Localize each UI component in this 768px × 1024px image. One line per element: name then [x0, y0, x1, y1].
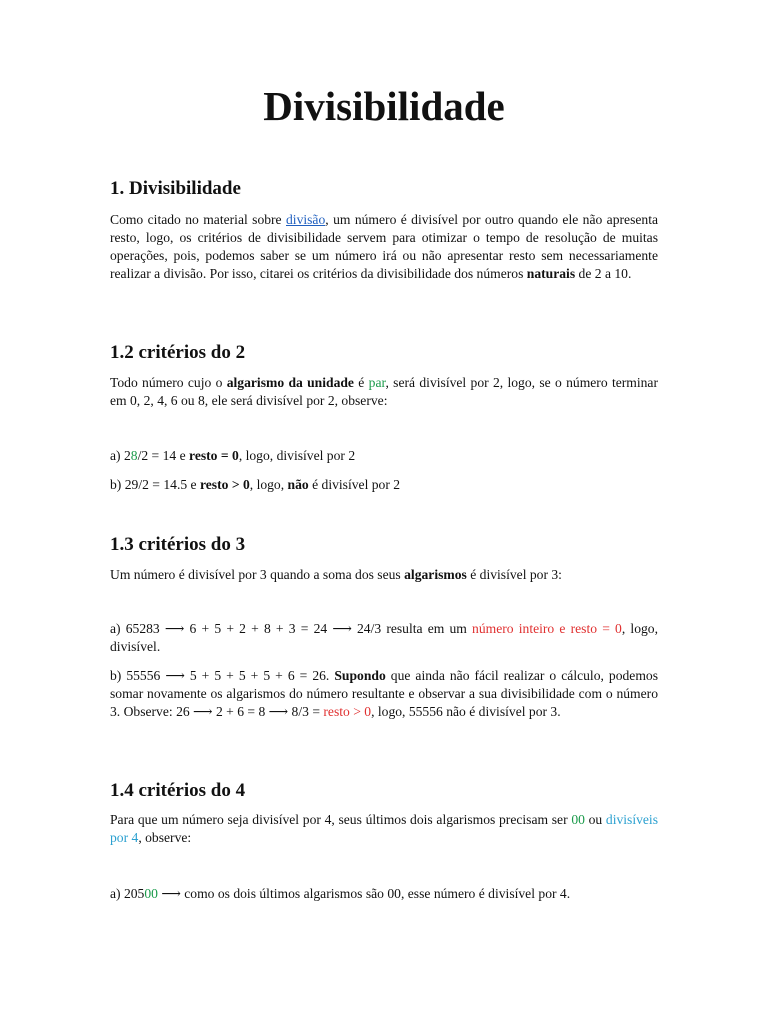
- text: , será divisível por 2, logo, se o número terminar em 0, 2, 4, 6 ou 8, ele será divisível por 2, observe:: [110, 375, 658, 408]
- text: que ainda não fácil realizar o cálculo, podemos somar novamente os algarismos do número resultante e observar a sua divisibilidade com o número 3. Observe: 26 ⟶ 2 + 6 = 8 ⟶ 8/3 =: [110, 668, 658, 719]
- text: Para que um número seja divisível por 4, seus últimos dois algarismos precisam ser: [110, 812, 572, 827]
- section-heading-criterios-2: 1.2 critérios do 2: [110, 342, 246, 363]
- section-heading-criterios-4: 1.4 critérios do 4: [110, 780, 246, 801]
- paragraph-criterios-3: [110, 566, 658, 584]
- highlight-red: número inteiro e resto = 0: [472, 621, 622, 636]
- example-b-3: [110, 667, 658, 721]
- example-b-2: [110, 476, 658, 494]
- text: Como citado no material sobre: [110, 212, 286, 227]
- highlight-red: resto > 0: [323, 704, 372, 719]
- text: ou: [584, 812, 606, 827]
- bold-text: resto > 0: [199, 477, 250, 492]
- document-title: Divisibilidade: [263, 83, 505, 129]
- text: a) 205: [110, 886, 145, 901]
- text: a) 2: [110, 448, 131, 463]
- bold-text: Supondo: [334, 668, 386, 683]
- highlight-green: 8: [130, 448, 138, 463]
- text: , logo, divisível por 2: [238, 448, 356, 463]
- paragraph-intro: [110, 211, 658, 283]
- text: é divisível por 2: [308, 477, 401, 492]
- highlight-green: par: [368, 375, 386, 390]
- example-a-3: [110, 620, 658, 656]
- highlight-cyan: divisíveis por 4: [110, 812, 659, 845]
- text: de 2 a 10.: [575, 266, 632, 281]
- divisao-link[interactable]: divisão: [286, 212, 326, 227]
- bold-text: não: [287, 477, 309, 492]
- text: , um número é divisível por outro quando ele não apresenta resto, logo, os critérios de divisibilidade servem para otimizar o tempo de resolução de muitas operações, pois, podemos saber se um número irá ou não apresentar resto sem necessariamente realizar a divisão. Por isso, citarei os critérios da divisibilidade dos números: [110, 212, 658, 281]
- text: ⟶ como os dois últimos algarismos são 00, esse número é divisível por 4.: [157, 886, 571, 901]
- bold-text: algarismos: [404, 567, 467, 582]
- section-heading-divisibilidade: 1. Divisibilidade: [110, 178, 241, 199]
- bold-text: algarismo da unidade: [226, 375, 354, 390]
- text: é: [353, 375, 369, 390]
- text: Um número é divisível por 3 quando a soma dos seus: [110, 567, 405, 582]
- text: , logo,: [249, 477, 288, 492]
- text: b) 55556 ⟶ 5 + 5 + 5 + 5 + 6 = 26.: [110, 668, 335, 683]
- highlight-green: 00: [571, 812, 585, 827]
- section-heading-criterios-3: 1.3 critérios do 3: [110, 534, 246, 555]
- highlight-green: 00: [144, 886, 158, 901]
- example-a-4: [110, 885, 658, 903]
- text: b) 29/2 = 14.5 e: [110, 477, 200, 492]
- bold-text: naturais: [526, 266, 576, 281]
- paragraph-criterios-4: [110, 811, 658, 847]
- text: /2 = 14 e: [137, 448, 190, 463]
- example-a-2: [110, 447, 658, 465]
- text: a) 65283 ⟶ 6 + 5 + 2 + 8 + 3 = 24 ⟶ 24/3 resulta em um: [110, 621, 473, 636]
- text: , observe:: [138, 830, 192, 845]
- text: , logo, 55556 não é divisível por 3.: [371, 704, 561, 719]
- paragraph-criterios-2: [110, 374, 658, 410]
- text: é divisível por 3:: [466, 567, 562, 582]
- text: Todo número cujo o: [110, 375, 227, 390]
- text: , logo, divisível.: [110, 621, 658, 654]
- bold-text: resto = 0: [189, 448, 239, 463]
